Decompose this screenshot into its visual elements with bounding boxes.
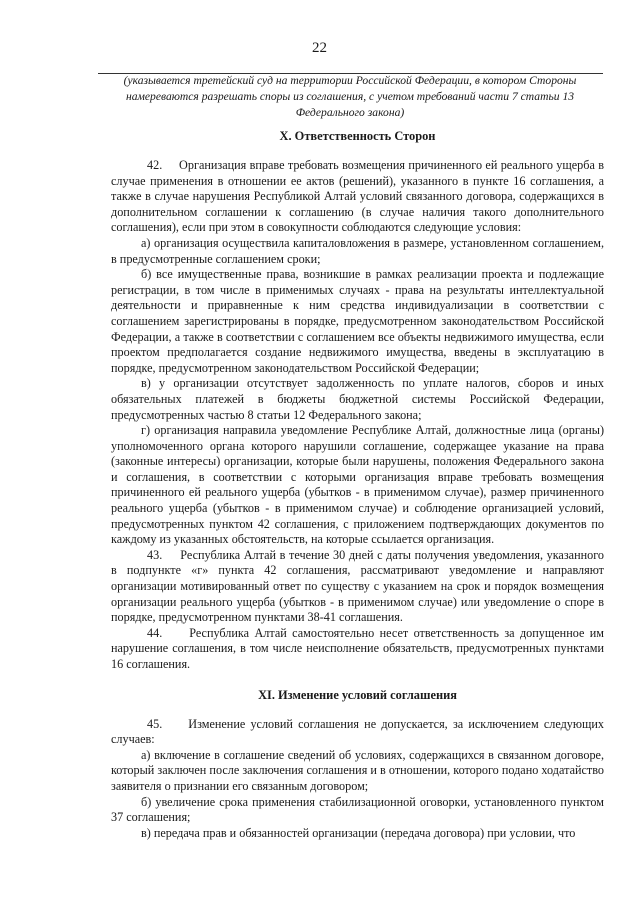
document-body (111, 128, 604, 841)
paragraph-43-number: 43. (147, 547, 163, 562)
paragraph-43 (111, 548, 604, 626)
paragraph-42-g: г) организация направила уведомление Республике Алтай, должностные лица (органы) уполномоченного органа которого нарушили соглашение, содержащее указание на права (законные интересы) организации, которые были нарушены, положения Федерального закона и соглашения, в соответствии с которыми организация вправе требовать возмещения причиненного ей реального ущерба (убытков - в применимом случае), размер причиненного реального ущерба (убытков - в применимом случае) и соблюдение организацией условий, предусмотренных пунктом 42 соглашения, с приложением подтверждающих документов по каждому из указанных обстоятельств, на которые ссылается организация. (111, 423, 604, 547)
paragraph-45-a: а) включение в соглашение сведений об условиях, содержащихся в связанном договоре, который заключен после заключения соглашения и в отношении, которого подано ходатайство заявителя о признании его связанным договором; (111, 747, 604, 793)
paragraph-45-b: б) увеличение срока применения стабилизационной оговорки, установленного пунктом 37 соглашения; (111, 794, 604, 825)
arbitration-note: (указывается третейский суд на территории Российской Федерации, в котором Стороны намереваются разрешать споры из соглашения, с учетом требований части 7 статьи 13 Федерального закона) (123, 74, 577, 119)
paragraph-42-a: а) организация осуществила капиталовложения в размере, установленном соглашением, в предусмотренные соглашением сроки; (111, 235, 604, 266)
section-xi-heading: XI. Изменение условий соглашения (258, 687, 457, 702)
paragraph-42-b: б) все имущественные права, возникшие в рамках реализации проекта и подлежащие регистрации, в том числе в применимых случаях - права на результаты интеллектуальной деятельности и приравненные к ним средства индивидуализации в соответствии с соглашением зарегистрированы в порядке, предусмотренном законодательством Российской Федерации, а также в соответствии с соглашением все объекты недвижимого имущества, если проектом предполагается создание недвижимого имущества, введены в эксплуатацию в порядке, предусмотренном законодательством Российской Федерации; (111, 267, 604, 375)
section-x-heading: X. Ответственность Сторон (279, 129, 436, 143)
paragraph-42-v: в) у организации отсутствует задолженность по уплате налогов, сборов и иных обязательных платежей в бюджеты бюджетной системы Российской Федерации, предусмотренных частью 8 статьи 12 Федерального закона; (111, 376, 604, 422)
paragraph-45-text: Изменение условий соглашения не допускается, за исключением следующих случаев: (111, 716, 605, 747)
paragraph-44-text: Республика Алтай самостоятельно несет ответственность за допущенное им нарушение соглашения, в том числе неисполнение обязательств, предусмотренных пунктами 16 соглашения. (111, 625, 605, 671)
paragraph-44 (111, 626, 604, 673)
paragraph-43-text: Республика Алтай в течение 30 дней с даты получения уведомления, указанного в подпункте «г» пункта 42 соглашения, рассматривают уведомление и направляют организации мотивированный ответ по существу с указанием на срок и порядок возмещения организации реального ущерба (убытков - в применимом случае) или уведомление о споре в порядке, предусмотренном пунктами 38-41 соглашения. (111, 547, 604, 625)
paragraph-44-number: 44. (147, 625, 163, 640)
paragraph-42-text: Организация вправе требовать возмещения причиненного ей реального ущерба в случае применения в отношении ее актов (решений), указанного в пункте 16 соглашения, а также в случае нарушения Республикой Алтай условий связанного договора, содержащихся в дополнительном соглашении к соглашению (в случае наличия такого дополнительного соглашения), если при этом в совокупности соблюдаются следующие условия: (111, 158, 604, 235)
paragraph-42 (111, 158, 604, 236)
paragraph-45 (111, 717, 604, 748)
page-number: 22 (312, 40, 327, 56)
paragraph-45-v: в) передача прав и обязанностей организации (передача договора) при условии, что (141, 825, 576, 840)
paragraph-42-number: 42. (147, 158, 163, 172)
paragraph-45-number: 45. (147, 716, 163, 731)
